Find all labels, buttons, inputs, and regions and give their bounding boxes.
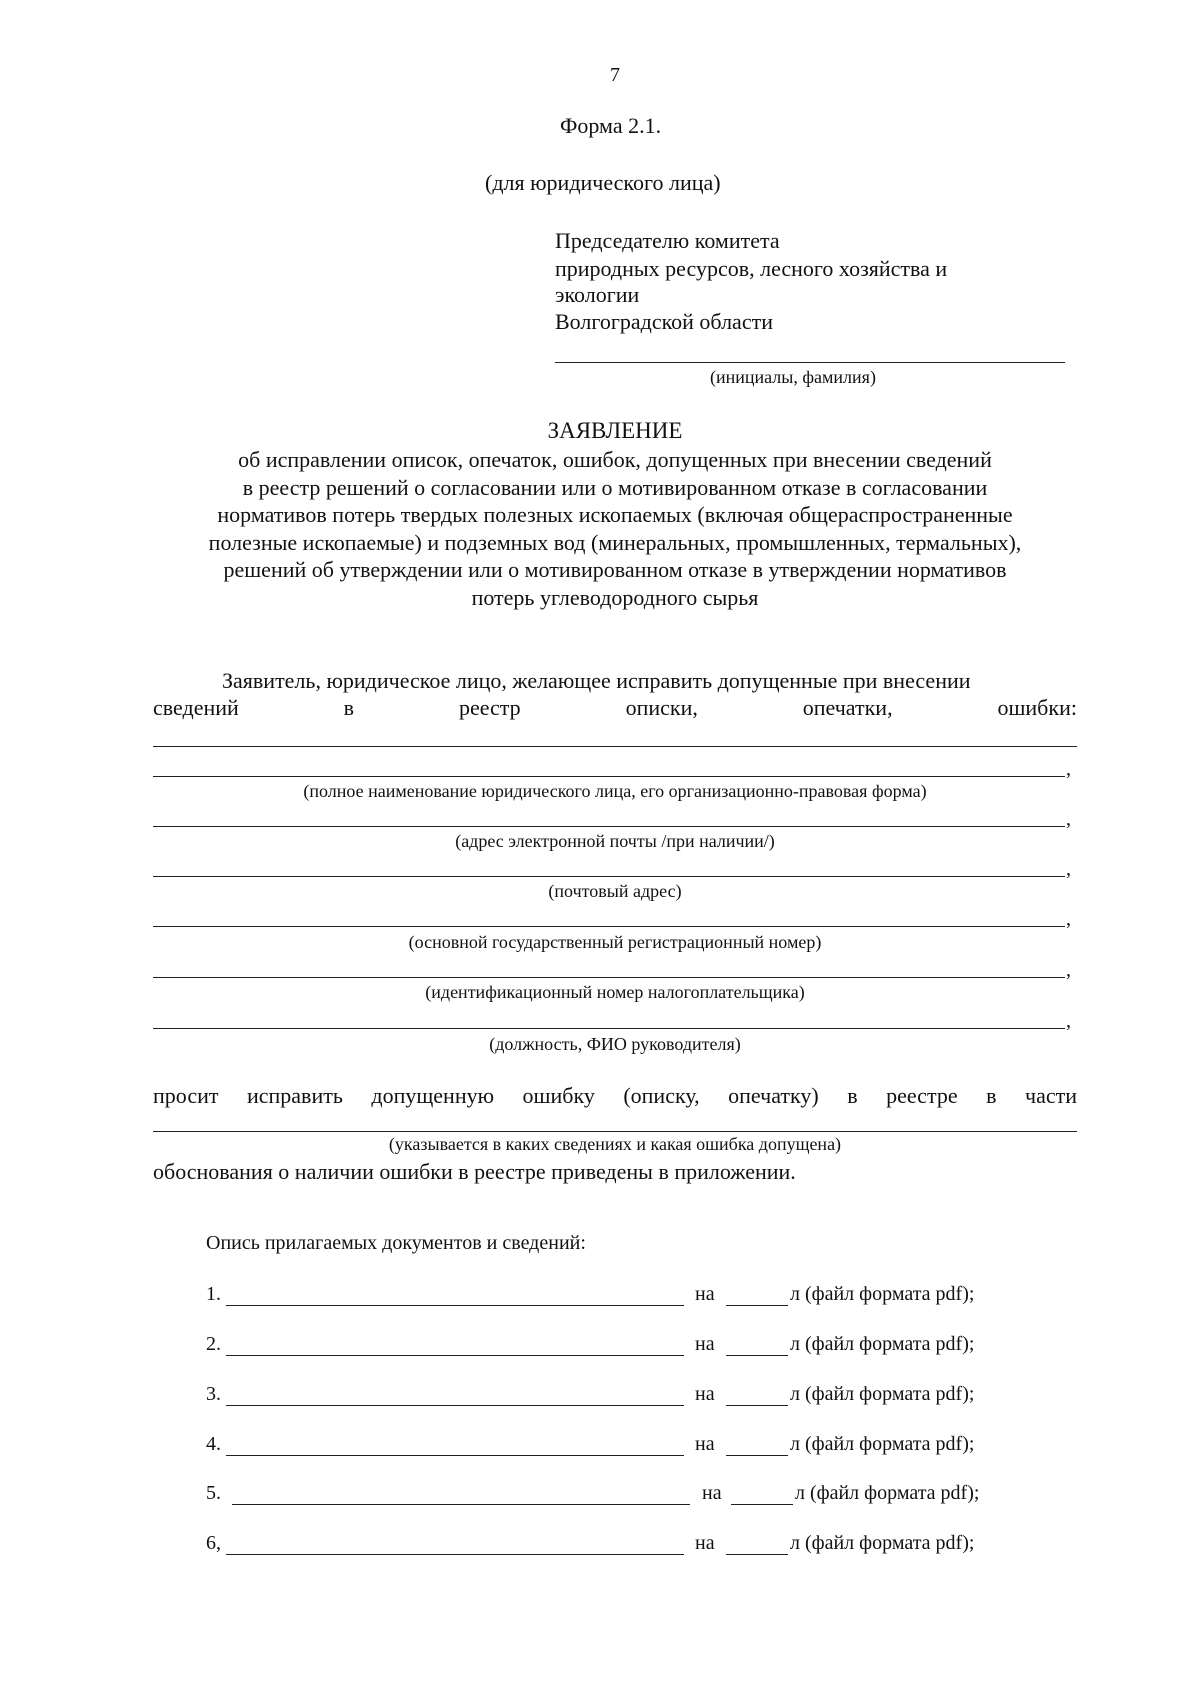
applicant-word: описки, xyxy=(625,695,698,720)
request-word: исправить xyxy=(246,1083,343,1108)
field-caption-postal: (почтовый адрес) xyxy=(548,881,682,901)
attachment-name-field[interactable] xyxy=(232,1504,690,1505)
applicant-word: реестр xyxy=(458,695,521,720)
attachment-suffix: л (файл формата pdf); xyxy=(790,1433,975,1455)
request-word: части xyxy=(1025,1083,1077,1108)
signature-line[interactable] xyxy=(555,362,1065,363)
attachment-pages-field[interactable] xyxy=(726,1305,788,1306)
attachment-number: 2. xyxy=(206,1333,221,1355)
applicant-word: ошибки: xyxy=(997,695,1077,720)
field-comma: , xyxy=(1066,858,1071,880)
field-caption-director: (должность, ФИО руководителя) xyxy=(489,1034,741,1054)
attachment-pages-field[interactable] xyxy=(731,1504,793,1505)
attachment-suffix: л (файл формата pdf); xyxy=(790,1333,975,1355)
signature-caption: (инициалы, фамилия) xyxy=(710,367,876,387)
statement-title: ЗАЯВЛЕНИЕ xyxy=(547,418,683,443)
field-caption-full-name: (полное наименование юридического лица, его организационно-правовая форма) xyxy=(303,781,927,801)
addressee-line: экологии xyxy=(555,282,640,307)
statement-line: в реестр решений о согласовании или о мотивированном отказе в согласовании xyxy=(242,475,988,500)
attachment-on-label: на xyxy=(695,1333,715,1355)
attachment-name-field[interactable] xyxy=(226,1305,684,1306)
attachment-on-label: на xyxy=(702,1482,722,1504)
field-comma: , xyxy=(1066,908,1071,930)
field-caption-inn: (идентификационный номер налогоплательщика) xyxy=(425,982,805,1002)
field-comma: , xyxy=(1066,1010,1071,1032)
request-word: реестре xyxy=(886,1083,958,1108)
justification-text: обоснования о наличии ошибки в реестре приведены в приложении. xyxy=(153,1159,796,1184)
request-word: (описку, xyxy=(623,1083,700,1108)
request-line xyxy=(153,1083,1077,1109)
applicant-word: опечатки, xyxy=(802,695,893,720)
attachment-number: 5. xyxy=(206,1482,221,1504)
request-word: допущенную xyxy=(371,1083,495,1108)
attachment-on-label: на xyxy=(695,1283,715,1305)
director-field[interactable] xyxy=(153,1028,1065,1029)
attachment-name-field[interactable] xyxy=(226,1355,684,1356)
attachment-pages-field[interactable] xyxy=(726,1554,788,1555)
field-caption-ogrn: (основной государственный регистрационный номер) xyxy=(408,932,822,952)
field-comma: , xyxy=(1066,758,1071,780)
attachment-name-field[interactable] xyxy=(226,1554,684,1555)
addressee-line: природных ресурсов, лесного хозяйства и xyxy=(555,256,948,281)
request-word: в xyxy=(847,1083,858,1108)
attachment-number: 6, xyxy=(206,1532,221,1554)
form-label: Форма 2.1. xyxy=(560,113,662,138)
page-number: 7 xyxy=(610,64,620,86)
request-word: ошибку xyxy=(522,1083,595,1108)
attachment-on-label: на xyxy=(695,1433,715,1455)
ogrn-field[interactable] xyxy=(153,926,1065,927)
applicant-intro: Заявитель, юридическое лицо, желающее исправить допущенные при внесении xyxy=(222,668,971,693)
error-description-caption: (указывается в каких сведениях и какая ошибка допущена) xyxy=(388,1134,842,1154)
applicant-word: сведений xyxy=(153,695,239,720)
attachment-name-field[interactable] xyxy=(226,1405,684,1406)
addressee-line: Волгоградской области xyxy=(555,309,773,334)
request-word: в xyxy=(986,1083,997,1108)
attachment-pages-field[interactable] xyxy=(726,1355,788,1356)
request-word: просит xyxy=(153,1083,219,1108)
applicant-word: в xyxy=(343,695,355,720)
attachment-suffix: л (файл формата pdf); xyxy=(790,1383,975,1405)
applicant-name-field-line1[interactable] xyxy=(153,746,1077,747)
attachment-pages-field[interactable] xyxy=(726,1405,788,1406)
attachment-suffix: л (файл формата pdf); xyxy=(790,1532,975,1554)
email-field[interactable] xyxy=(153,826,1065,827)
field-comma: , xyxy=(1066,808,1071,830)
attachment-pages-field[interactable] xyxy=(726,1455,788,1456)
attachment-number: 3. xyxy=(206,1383,221,1405)
statement-line: решений об утверждении или о мотивированном отказе в утверждении нормативов xyxy=(223,557,1007,582)
applicant-name-field-line2[interactable] xyxy=(153,776,1065,777)
statement-line: об исправлении описок, опечаток, ошибок, допущенных при внесении сведений xyxy=(238,447,992,472)
attachment-number: 1. xyxy=(206,1283,221,1305)
field-caption-email: (адрес электронной почты /при наличии/) xyxy=(455,831,775,851)
form-subtitle: (для юридического лица) xyxy=(485,170,721,195)
attachment-suffix: л (файл формата pdf); xyxy=(795,1482,980,1504)
attachment-suffix: л (файл формата pdf); xyxy=(790,1283,975,1305)
request-word: опечатку) xyxy=(728,1083,819,1108)
addressee-line: Председателю комитета xyxy=(555,228,780,253)
inn-field[interactable] xyxy=(153,977,1065,978)
error-description-field[interactable] xyxy=(153,1131,1077,1132)
postal-address-field[interactable] xyxy=(153,876,1065,877)
statement-line: полезные ископаемые) и подземных вод (минеральных, промышленных, термальных), xyxy=(208,530,1022,555)
attachment-on-label: на xyxy=(695,1383,715,1405)
attachments-heading: Опись прилагаемых документов и сведений: xyxy=(206,1232,586,1254)
attachment-name-field[interactable] xyxy=(226,1455,684,1456)
attachment-on-label: на xyxy=(695,1532,715,1554)
statement-line: нормативов потерь твердых полезных ископаемых (включая общераспространенные xyxy=(217,502,1013,527)
statement-line: потерь углеводородного сырья xyxy=(471,585,759,610)
field-comma: , xyxy=(1066,959,1071,981)
attachment-number: 4. xyxy=(206,1433,221,1455)
applicant-intro-line2 xyxy=(153,695,1077,721)
